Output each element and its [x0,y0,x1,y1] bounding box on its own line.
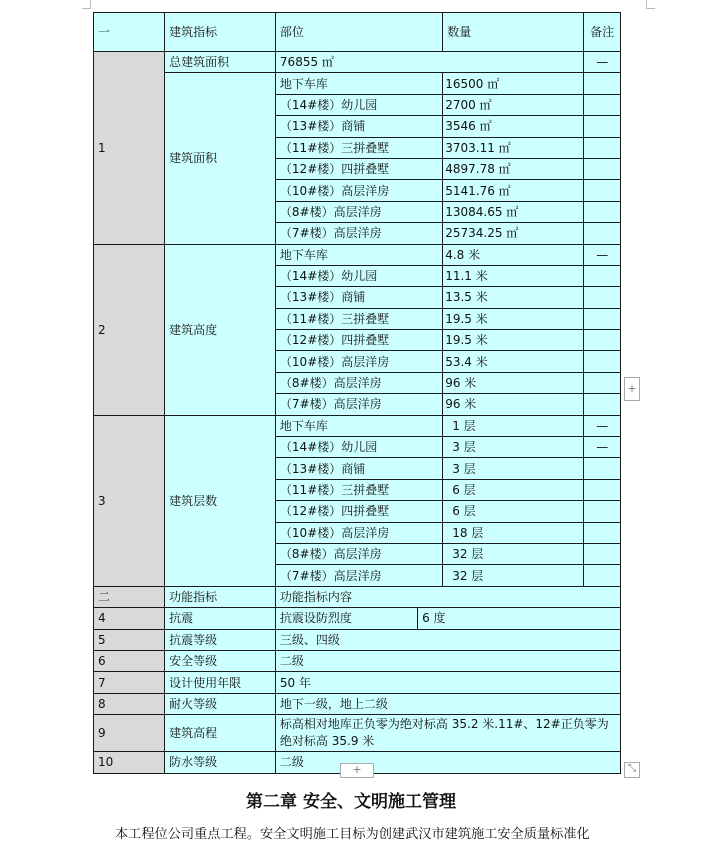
height-part: （14#楼）幼儿园 [275,265,442,286]
header-cell-note: 备注 [584,13,621,52]
height-group-label: 建筑高度 [165,244,276,415]
function-row-number: 6 [94,650,165,671]
function-row-value: 标高相对地库正负零为绝对标高 35.2 米.11#、12#正负零为绝对标高 35.9 米 [275,715,620,752]
function-row [94,650,621,671]
group-number-2: 2 [94,244,165,415]
header-cell-indicator: 建筑指标 [165,13,276,52]
height-note [584,308,621,329]
height-value: 11.1 米 [443,265,584,286]
height-value: 53.4 米 [443,351,584,372]
floors-part: （8#楼）高层洋房 [275,543,442,564]
floors-part: 地下车库 [275,415,442,436]
height-note [584,265,621,286]
height-note [584,287,621,308]
area-value: 3546 ㎡ [443,116,584,137]
function-row-number: 10 [94,752,165,773]
area-note [584,223,621,244]
group-number-1: 1 [94,52,165,245]
floors-value: 32 层 [443,543,584,564]
height-part: （7#楼）高层洋房 [275,394,442,415]
area-group-label: 建筑面积 [165,73,276,244]
function-row-label: 设计使用年限 [165,672,276,693]
building-index-table [93,12,621,774]
function-row [94,629,621,650]
function-row-number: 9 [94,715,165,752]
area-part: （8#楼）高层洋房 [275,201,442,222]
seismic-label: 抗震 [165,608,276,629]
floors-value: 1 层 [443,415,584,436]
area-value: 3703.11 ㎡ [443,137,584,158]
function-row-value: 50 年 [275,672,620,693]
floors-value: 6 层 [443,479,584,500]
function-row-number: 7 [94,672,165,693]
function-row [94,693,621,714]
floors-part: （13#楼）商铺 [275,458,442,479]
function-row-label: 抗震等级 [165,629,276,650]
height-note: — [584,244,621,265]
page-corner-top-right [646,0,655,9]
area-note [584,180,621,201]
area-part: （10#楼）高层洋房 [275,180,442,201]
floors-note: — [584,415,621,436]
area-value: 5141.76 ㎡ [443,180,584,201]
area-value: 4897.78 ㎡ [443,158,584,179]
area-note [584,158,621,179]
area-note [584,201,621,222]
height-note [584,330,621,351]
height-value: 96 米 [443,394,584,415]
area-part: 地下车库 [275,73,442,94]
seismic-value: 6 度 [418,608,621,629]
floors-row [94,415,621,436]
area-value: 25734.25 ㎡ [443,223,584,244]
area-note [584,94,621,115]
function-row-label: 耐火等级 [165,693,276,714]
floors-value: 3 层 [443,458,584,479]
floors-part: （10#楼）高层洋房 [275,522,442,543]
total-area-note: — [584,52,621,73]
function-row-value: 地下一级，地上二级 [275,693,620,714]
height-part: （12#楼）四拼叠墅 [275,330,442,351]
area-part: （13#楼）商铺 [275,116,442,137]
function-row-label: 安全等级 [165,650,276,671]
floors-value: 32 层 [443,565,584,586]
page-corner-top-left [82,0,91,9]
floors-value: 18 层 [443,522,584,543]
height-part: （8#楼）高层洋房 [275,372,442,393]
total-area-label: 总建筑面积 [165,52,276,73]
header-cell-part: 部位 [275,13,442,52]
floors-note [584,479,621,500]
height-note [584,351,621,372]
floors-note [584,522,621,543]
area-value: 13084.65 ㎡ [443,201,584,222]
area-note [584,137,621,158]
header-cell-quantity: 数量 [443,13,584,52]
function-row-label: 防水等级 [165,752,276,773]
height-value: 19.5 米 [443,308,584,329]
body-paragraph: 本工程位公司重点工程。安全文明施工目标为创建武汉市建筑施工安全质量标准化 [115,827,590,842]
floors-part: （12#楼）四拼叠墅 [275,501,442,522]
header-row [94,13,621,52]
seismic-number: 4 [94,608,165,629]
area-note [584,73,621,94]
height-part: （11#楼）三拼叠墅 [275,308,442,329]
area-part: （11#楼）三拼叠墅 [275,137,442,158]
floors-note [584,565,621,586]
table-resize-handle[interactable]: ⤡ [624,762,640,778]
floors-note: — [584,437,621,458]
add-column-handle[interactable]: + [624,377,640,401]
area-note [584,116,621,137]
floors-note [584,501,621,522]
seismic-row [94,608,621,629]
height-value: 13.5 米 [443,287,584,308]
height-part: （10#楼）高层洋房 [275,351,442,372]
group-number-3: 3 [94,415,165,586]
total-area-value: 76855 ㎡ [275,52,583,73]
floors-part: （7#楼）高层洋房 [275,565,442,586]
floors-value: 3 层 [443,437,584,458]
total-area-row [94,52,621,73]
height-note [584,394,621,415]
chapter-title: 第二章 安全、文明施工管理 [246,792,456,812]
area-value: 16500 ㎡ [443,73,584,94]
function-row-number: 8 [94,693,165,714]
height-note [584,372,621,393]
area-part: （14#楼）幼儿园 [275,94,442,115]
function-row-label: 建筑高程 [165,715,276,752]
seismic-sub-label: 抗震设防烈度 [275,608,417,629]
header-cell-index: 一 [94,13,165,52]
floors-group-label: 建筑层数 [165,415,276,586]
area-part: （12#楼）四拼叠墅 [275,158,442,179]
height-value: 96 米 [443,372,584,393]
function-row [94,672,621,693]
height-part: （13#楼）商铺 [275,287,442,308]
function-row-value: 三级、四级 [275,629,620,650]
height-value: 19.5 米 [443,330,584,351]
height-part: 地下车库 [275,244,442,265]
function-row-value: 二级 [275,650,620,671]
function-header-row [94,586,621,607]
area-part: （7#楼）高层洋房 [275,223,442,244]
add-row-handle[interactable]: + [340,763,374,778]
function-row [94,715,621,752]
function-row-value: 二级 [275,752,620,773]
function-row-number: 5 [94,629,165,650]
function-content-header: 功能指标内容 [275,586,620,607]
function-label: 功能指标 [165,586,276,607]
floors-value: 6 层 [443,501,584,522]
area-value: 2700 ㎡ [443,94,584,115]
height-value: 4.8 米 [443,244,584,265]
function-index: 二 [94,586,165,607]
floors-note [584,543,621,564]
floors-part: （11#楼）三拼叠墅 [275,479,442,500]
area-row [94,73,621,94]
floors-part: （14#楼）幼儿园 [275,437,442,458]
height-row [94,244,621,265]
floors-note [584,458,621,479]
